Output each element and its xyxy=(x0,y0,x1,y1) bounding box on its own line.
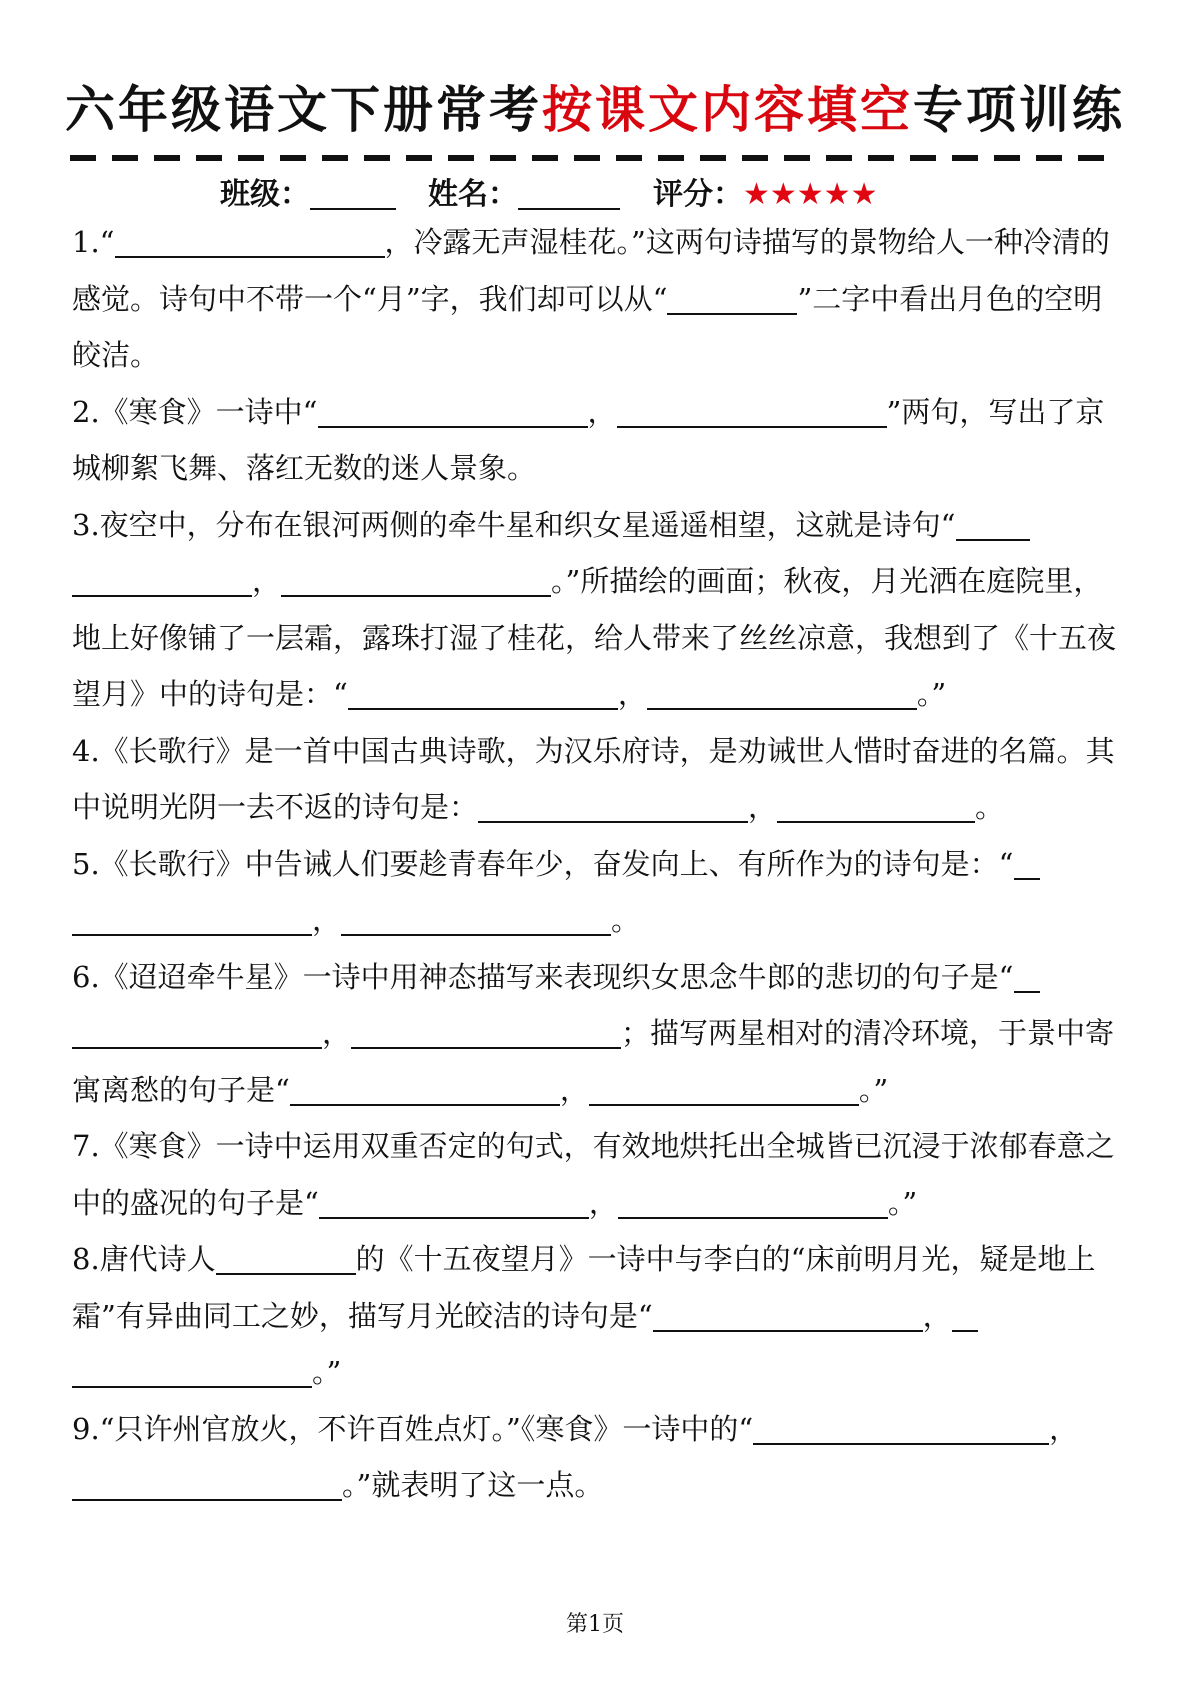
question-8 xyxy=(72,1231,1122,1401)
class-label: 班级： xyxy=(220,177,310,212)
q5-text-c: 。 xyxy=(611,903,641,937)
q5-text-b: ， xyxy=(312,903,342,937)
dashed-divider xyxy=(70,155,1120,161)
q3-blank-1b[interactable] xyxy=(72,565,252,597)
q2-text-c: ”两句，写出了京城柳絮飞舞、落红无数的迷人景象。 xyxy=(72,394,1105,485)
q5-blank-1a[interactable] xyxy=(1014,848,1040,880)
question-5 xyxy=(72,836,1122,949)
q7-text-a: 7.《寒食》一诗中运用双重否定的句式，有效地烘托出全城皆已沉浸于浓郁春意之中的盛况的句子是“ xyxy=(72,1129,1115,1220)
q4-blank-2b[interactable] xyxy=(917,791,975,823)
q9-text-a: 9.“只许州官放火，不许百姓点灯。”《寒食》一诗中的“ xyxy=(72,1411,754,1446)
q4-blank-1[interactable] xyxy=(478,791,748,823)
q6-text-a: 6.《迢迢牵牛星》一诗中用神态描写来表现织女思念牛郎的悲切的句子是“ xyxy=(72,959,1014,994)
q2-text-a: 2.《寒食》一诗中“ xyxy=(72,394,318,429)
q6-text-e: 。” xyxy=(858,1072,889,1107)
q3-text-c: 。”所描绘的画面；秋夜，月光洒在庭院里，地上好像铺了一层霜，露珠打湿了桂花，给人带来了丝丝凉意，我想到了《十五夜望月》中的诗句是：“ xyxy=(72,564,1117,711)
q2-text-b: ， xyxy=(587,394,617,429)
q7-blank-1[interactable] xyxy=(319,1187,589,1219)
q1-text-c: ”二字中看出月色的空明皎洁。 xyxy=(72,281,1103,372)
q5-text-a: 5.《长歌行》中告诫人们要趁青春年少，奋发向上、有所作为的诗句是：“ xyxy=(72,846,1014,881)
q3-text-a: 3.夜空中，分布在银河两侧的牵牛星和织女星遥遥相望，这就是诗句“ xyxy=(72,507,956,542)
q9-text-b: ， xyxy=(1049,1411,1079,1446)
q9-text-c: 。”就表明了这一点。 xyxy=(342,1468,604,1502)
q4-text-a: 4.《长歌行》是一首中国古典诗歌，为汉乐府诗，是劝诫世人惜时奋进的名篇。其中说明光阴一去不返的诗句是： xyxy=(72,733,1115,824)
q3-text-d: ， xyxy=(617,677,647,711)
q9-blank-2[interactable] xyxy=(72,1469,342,1501)
q3-blank-4[interactable] xyxy=(647,678,917,710)
q3-text-e: 。” xyxy=(916,677,947,711)
q3-blank-1a[interactable] xyxy=(956,509,1030,541)
question-list xyxy=(72,214,1122,1514)
q6-text-d: ， xyxy=(559,1072,589,1107)
q6-blank-3[interactable] xyxy=(290,1074,560,1106)
q2-blank-1[interactable] xyxy=(318,396,588,428)
question-7 xyxy=(72,1118,1122,1231)
q2-blank-2[interactable] xyxy=(617,396,887,428)
q8-blank-1[interactable] xyxy=(216,1243,356,1275)
q8-text-b: 的《十五夜望月》一诗中与李白的“床前明月光，疑是地上霜”有异曲同工之妙，描写月光皎洁的诗句是“ xyxy=(72,1242,1096,1333)
q1-text-b: ，冷露无声湿桂花。”这两句诗描写的景物给人一种冷清的感觉。诗句中不带一个“月”字，我们却可以从“ xyxy=(72,225,1110,316)
q1-blank-2[interactable] xyxy=(667,283,797,315)
q7-text-b: ， xyxy=(588,1185,618,1220)
q9-blank-1b[interactable] xyxy=(1023,1413,1049,1445)
q7-text-c: 。” xyxy=(887,1185,918,1220)
title-part-2: 专项训练 xyxy=(913,81,1125,139)
class-blank[interactable] xyxy=(310,208,396,210)
q6-blank-1b[interactable] xyxy=(72,1017,322,1049)
q4-text-b: ， xyxy=(748,790,778,824)
q3-text-b: ， xyxy=(252,564,282,598)
q6-blank-4[interactable] xyxy=(589,1074,859,1106)
q6-blank-1a[interactable] xyxy=(1014,961,1040,993)
score-label: 评分： xyxy=(653,177,743,212)
title-highlight: 按课文内容填空 xyxy=(542,81,913,139)
question-4 xyxy=(72,723,1122,836)
title-part-1: 六年级语文下册常考 xyxy=(65,81,542,139)
name-blank[interactable] xyxy=(518,208,620,210)
q4-blank-2a[interactable] xyxy=(777,791,917,823)
question-6 xyxy=(72,949,1122,1119)
student-info-row xyxy=(0,170,1190,220)
q3-blank-2[interactable] xyxy=(281,565,551,597)
q5-blank-1b[interactable] xyxy=(72,904,312,936)
question-9 xyxy=(72,1401,1122,1514)
q6-blank-2[interactable] xyxy=(351,1017,621,1049)
q7-blank-2[interactable] xyxy=(618,1187,888,1219)
name-label: 姓名： xyxy=(428,177,518,212)
q5-blank-2[interactable] xyxy=(341,904,611,936)
q8-text-c: ， xyxy=(922,1298,952,1333)
q9-blank-1a[interactable] xyxy=(753,1413,1023,1445)
q8-text-d: 。” xyxy=(312,1355,342,1389)
question-1 xyxy=(72,214,1122,384)
q6-text-c: ；描写两星相对的清冷环境，于景中寄寓离愁的句子是“ xyxy=(72,1016,1115,1107)
question-2 xyxy=(72,384,1122,497)
question-3 xyxy=(72,497,1122,723)
q8-blank-3b[interactable] xyxy=(72,1356,312,1388)
q3-blank-3[interactable] xyxy=(348,678,618,710)
q8-text-a: 8.唐代诗人 xyxy=(72,1242,216,1276)
q8-blank-2[interactable] xyxy=(653,1300,923,1332)
q1-text-a: 1.“ xyxy=(72,225,115,259)
q8-blank-3a[interactable] xyxy=(952,1300,978,1332)
score-stars: ★★★★★ xyxy=(743,177,878,212)
page-title xyxy=(0,78,1190,142)
q1-blank-1[interactable] xyxy=(115,226,385,258)
q4-text-c: 。 xyxy=(975,790,1005,824)
q6-text-b: ， xyxy=(322,1016,352,1050)
page-number: 第1页 xyxy=(566,1612,624,1637)
